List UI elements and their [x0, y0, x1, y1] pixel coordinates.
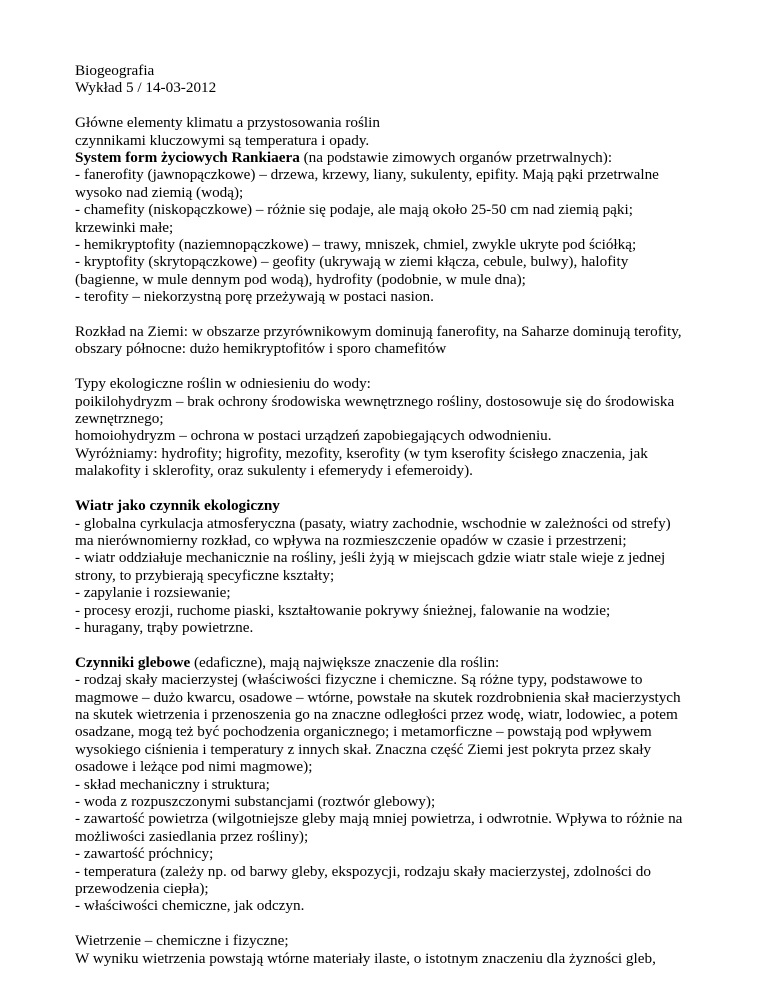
- text-line: (bagienne, w mule dennym pod wodą), hydrofity (podobnie, w mule dna);: [75, 270, 526, 288]
- text-line: obszary północne: dużo hemikryptofitów i sporo chamefitów: [75, 340, 447, 358]
- text-line: krzewinki małe;: [75, 218, 174, 236]
- section-life-forms: [75, 114, 751, 305]
- text-line: - zawartość powietrza (wilgotniejsze gleby mają mniej powietrza, i odwrotnie. Wpływa to różnie na: [75, 810, 683, 828]
- text-line: - temperatura (zależy np. od barwy gleby, ekspozycji, rodzaju skały macierzystej, zdolności do: [75, 862, 651, 880]
- text-line: - terofity – niekorzystną porę przeżywają w postaci nasion.: [75, 288, 434, 306]
- text-line: [75, 149, 751, 166]
- text-line: osadowe i leżące pod nimi magmowe);: [75, 758, 313, 776]
- text-line: - rodzaj skały macierzystej (właściwości fizyczne i chemiczne. Są różne typy, podstawowe to: [75, 671, 643, 689]
- text-line: czynnikami kluczowymi są temperatura i opady.: [75, 131, 370, 149]
- text-line: magmowe – dużo kwarcu, osadowe – wtórne, powstałe na skutek rozdrobnienia skał macierzystych: [75, 688, 681, 706]
- paragraph-gap: [75, 358, 751, 375]
- text-line: - hemikryptofity (naziemnopączkowe) – trawy, mniszek, chmiel, zwykle ukryte pod ściółką;: [75, 236, 637, 254]
- text-line: - kryptofity (skrytopączkowe) – geofity (ukrywają w ziemi kłącza, cebule, bulwy), halofity: [75, 253, 629, 271]
- section-weathering: [75, 932, 751, 967]
- bold-heading: Wiatr jako czynnik ekologiczny: [75, 497, 280, 515]
- section-distribution: [75, 323, 751, 358]
- text-line: wysokiego ciśnienia i temperatury z innych skał. Znaczna część Ziemi jest pokryta przez skały: [75, 740, 652, 758]
- text-fragment: (na podstawie zimowych organów przetrwalnych):: [299, 149, 613, 167]
- paragraph-gap: [75, 306, 751, 323]
- text-line: - zapylanie i rozsiewanie;: [75, 584, 231, 602]
- bold-term: Czynniki glebowe: [75, 653, 191, 671]
- document-title: Biogeografia: [75, 62, 155, 79]
- section-soil-factors: [75, 654, 751, 915]
- text-line: - globalna cyrkulacja atmosferyczna (pasaty, wiatry zachodnie, wschodnie w zależności od strefy): [75, 514, 671, 532]
- text-line: Główne elementy klimatu a przystosowania roślin: [75, 114, 380, 132]
- text-line: przewodzenia ciepła);: [75, 880, 209, 898]
- document-page: [75, 62, 751, 967]
- text-line: wysoko nad ziemią (wodą);: [75, 183, 244, 201]
- text-line: - procesy erozji, ruchome piaski, kształtowanie pokrywy śnieżnej, falowanie na wodzie;: [75, 601, 611, 619]
- text-line: - chamefity (niskopączkowe) – różnie się podaje, ale mają około 25-50 cm nad ziemią pąki;: [75, 201, 633, 219]
- text-line: homoiohydryzm – ochrona w postaci urządzeń zapobiegających odwodnieniu.: [75, 427, 552, 445]
- text-line: Rozkład na Ziemi: w obszarze przyrównikowym dominują fanerofity, na Saharze dominują terofity,: [75, 323, 682, 341]
- text-line: poikilohydryzm – brak ochrony środowiska wewnętrznego rośliny, dostosowuje się do środowiska: [75, 392, 675, 410]
- text-line: malakofity i sklerofity, oraz sukulenty i efemerydy i efemeroidy).: [75, 462, 473, 480]
- text-line: - woda z rozpuszczonymi substancjami (roztwór glebowy);: [75, 792, 436, 810]
- text-line: na skutek wietrzenia i przenoszenia go na znaczne odległości przez wodę, wiatr, lodowiec, a potem: [75, 705, 678, 723]
- text-line: Wyróżniamy: hydrofity; higrofity, mezofity, kserofity (w tym kserofity ścisłego znaczenia, jak: [75, 444, 648, 462]
- text-line: strony, to przybierają specyficzne kształty;: [75, 566, 335, 584]
- text-line: [75, 654, 751, 671]
- text-line: - huragany, trąby powietrzne.: [75, 618, 254, 636]
- text-line: Typy ekologiczne roślin w odniesieniu do wody:: [75, 375, 371, 393]
- text-line: - fanerofity (jawnopączkowe) – drzewa, krzewy, liany, sukulenty, epifity. Mają pąki przetrwalne: [75, 166, 659, 184]
- text-line: - wiatr oddziałuje mechanicznie na rośliny, jeśli żyją w miejscach gdzie wiatr stale wieje z jednej: [75, 549, 666, 567]
- text-line: możliwości zasiedlania przez rośliny);: [75, 827, 309, 845]
- paragraph-gap: [75, 915, 751, 932]
- lecture-info: Wykład 5 / 14-03-2012: [75, 79, 217, 97]
- text-line: - zawartość próchnicy;: [75, 845, 214, 863]
- text-fragment: (edaficzne), mają największe znaczenie dla roślin:: [190, 653, 500, 671]
- bold-term: System form życiowych Rankiaera: [75, 149, 300, 167]
- paragraph-gap: [75, 636, 751, 653]
- section-heading: [75, 497, 751, 514]
- text-line: Wietrzenie – chemiczne i fizyczne;: [75, 932, 289, 950]
- paragraph-gap: [75, 97, 751, 114]
- text-line: - skład mechaniczny i struktura;: [75, 775, 270, 793]
- section-wind: [75, 497, 751, 636]
- text-line: osadzane, mogą też być pochodzenia organicznego; i metamorficzne – powstają pod wpływem: [75, 723, 652, 741]
- text-line: - właściwości chemiczne, jak odczyn.: [75, 897, 305, 915]
- text-line: W wyniku wietrzenia powstają wtórne materiały ilaste, o istotnym znaczeniu dla żyzności gleb,: [75, 949, 656, 967]
- section-water-types: [75, 375, 751, 479]
- text-line: zewnętrznego;: [75, 410, 164, 428]
- text-line: ma nierównomierny rozkład, co wpływa na rozmieszczenie opadów w czasie i przestrzeni;: [75, 531, 627, 549]
- paragraph-gap: [75, 480, 751, 497]
